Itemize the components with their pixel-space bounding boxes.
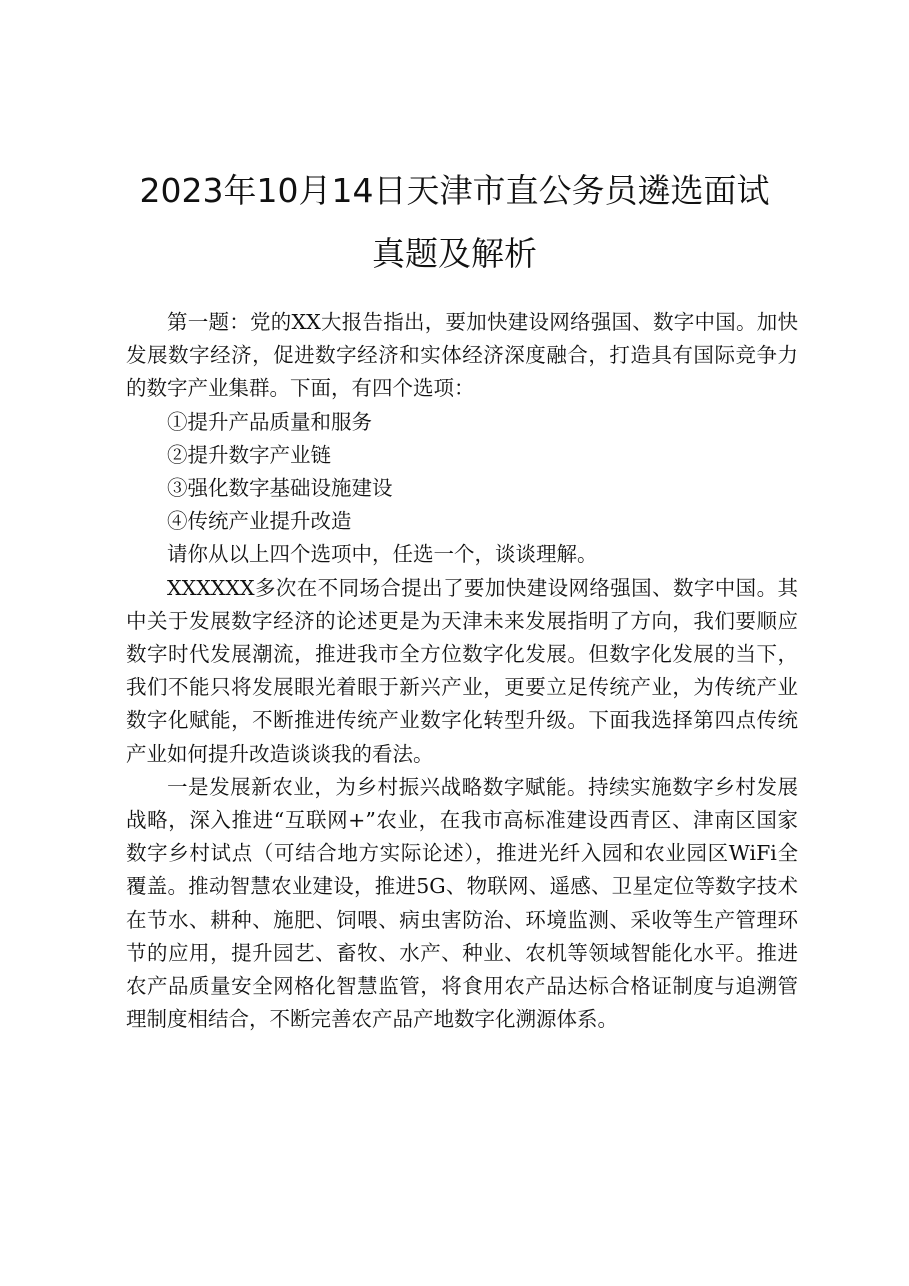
- answer-intro-paragraph: XXXXXX多次在不同场合提出了要加快建设网络强国、数字中国。其中关于发展数字经济的论述更是为天津未来发展指明了方向，我们要顺应数字时代发展潮流，推进我市全方位数字化发展。但数字化发展的当下，我们不能只将发展眼光着眼于新兴产业，更要立足传统产业，为传统产业数字化赋能，不断推进传统产业数字化转型升级。下面我选择第四点传统产业如何提升改造谈谈我的看法。: [126, 575, 798, 766]
- answer-point-1-paragraph: 一是发展新农业，为乡村振兴战略数字赋能。持续实施数字乡村发展战略，深入推进“互联网+”农业，在我市高标准建设西青区、津南区国家数字乡村试点（可结合地方实际论述），推进光纤入园和农业园区WiFi全覆盖。推动智慧农业建设，推进5G、物联网、遥感、卫星定位等数字技术在节水、耕种、施肥、饲喂、病虫害防治、环境监测、采收等生产管理环节的应用，提升园艺、畜牧、水产、种业、农机等领域智能化水平。推进农产品质量安全网格化智慧监管，将食用农产品达标合格证制度与追溯管理制度相结合，不断完善农产品产地数字化溯源体系。: [126, 774, 798, 1032]
- option-4: ④传统产业提升改造: [167, 509, 352, 534]
- option-1: ①提升产品质量和服务: [167, 409, 372, 434]
- document-body: [126, 306, 798, 1036]
- document-title-line-1: 2023年10月14日天津市直公务员遴选面试: [139, 171, 770, 210]
- option-2: ②提升数字产业链: [167, 442, 331, 467]
- question-paragraph: 第一题：党的XX大报告指出，要加快建设网络强国、数字中国。加快发展数字经济，促进数字经济和实体经济深度融合，打造具有国际竞争力的数字产业集群。下面，有四个选项：: [126, 310, 798, 401]
- instruction-paragraph: 请你从以上四个选项中，任选一个，谈谈理解。: [167, 542, 598, 567]
- document-title-line-2: 真题及解析: [372, 234, 537, 273]
- option-3: ③强化数字基础设施建设: [167, 476, 393, 501]
